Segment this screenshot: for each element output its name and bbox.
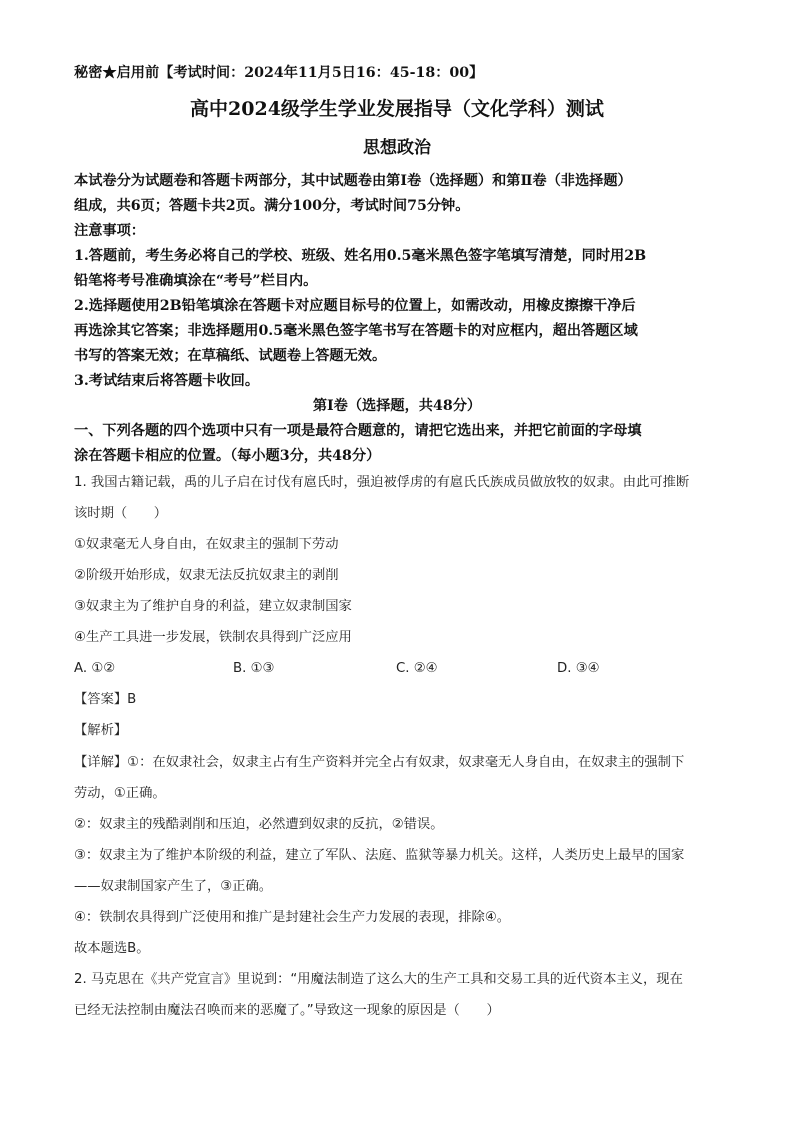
subject-title: 思想政治	[363, 138, 431, 158]
page-title: 高中2024级学生学业发展指导（文化学科）测试	[190, 98, 604, 120]
note-2b: 再选涂其它答案；非选择题用0.5毫米黑色签字笔书写在答题卡的对应框内，超出答题区域	[74, 323, 638, 339]
note-1a: 1.答题前，考生务必将自己的学校、班级、姓名用0.5毫米黑色签字笔填写清楚，同时用2B	[74, 248, 647, 264]
q1-option-c: C. ②④	[396, 661, 438, 676]
note-2a: 2.选择题使用2B铅笔填涂在答题卡对应题目标号的位置上，如需改动，用橡皮擦擦干净后	[74, 298, 636, 314]
q1-detail-3b: ——奴隶制国家产生了，③正确。	[74, 879, 273, 894]
q1-item-4: ④生产工具进一步发展，铁制农具得到广泛应用	[74, 630, 352, 645]
q1-item-1: ①奴隶毫无人身自由，在奴隶主的强制下劳动	[74, 537, 339, 552]
q1-detail-3a: ③：奴隶主为了维护本阶级的利益，建立了军队、法庭、监狱等暴力机关。这样，人类历史上最早的国家	[74, 848, 685, 863]
q1-stem-b: 该时期（ ）	[74, 506, 168, 521]
note-3: 3.考试结束后将答题卡收回。	[74, 373, 260, 389]
q1-detail-4: ④：铁制农具得到广泛使用和推广是封建社会生产力发展的表现，排除④。	[74, 910, 511, 925]
q1-item-2: ②阶级开始形成，奴隶无法反抗奴隶主的剥削	[74, 568, 339, 583]
q1-conclusion: 故本题选B。	[74, 941, 150, 956]
q1-detail-b: 劳动，①正确。	[74, 786, 166, 801]
q1-analysis-label: 【解析】	[74, 723, 128, 738]
q1-answer: 【答案】B	[74, 692, 137, 707]
q1-option-d: D. ③④	[557, 661, 600, 676]
notes-title: 注意事项：	[74, 223, 145, 239]
section-1-instruction-b: 涂在答题卡相应的位置。（每小题3分，共48分）	[74, 448, 381, 464]
confidential-line: 秘密★启用前【考试时间：2024年11月5日16：45-18：00】	[74, 65, 484, 81]
q2-stem-b: 已经无法控制由魔法召唤而来的恶魔了。”导致这一现象的原因是（ ）	[74, 1003, 500, 1018]
q1-option-a: A. ①②	[74, 661, 116, 676]
section-1-title: 第Ⅰ卷（选择题，共48分）	[312, 398, 482, 414]
q1-detail-a: 【详解】①：在奴隶社会，奴隶主占有生产资料并完全占有奴隶，奴隶毫无人身自由，在奴隶主的强制下	[74, 755, 685, 770]
note-1b: 铅笔将考号准确填涂在“考号”栏目内。	[74, 273, 318, 289]
q2-stem-a: 2. 马克思在《共产党宣言》里说到：“用魔法制造了这么大的生产工具和交易工具的近代资本主义，现在	[74, 972, 683, 987]
intro-line-2: 组成，共6页；答题卡共2页。满分100分，考试时间75分钟。	[74, 198, 470, 214]
q1-detail-2: ②：奴隶主的残酷剥削和压迫，必然遭到奴隶的反抗，②错误。	[74, 817, 444, 832]
section-1-instruction-a: 一、下列各题的四个选项中只有一项是最符合题意的，请把它选出来，并把它前面的字母填	[74, 423, 642, 439]
q1-item-3: ③奴隶主为了维护自身的利益，建立奴隶制国家	[74, 599, 352, 614]
q1-option-b: B. ①③	[233, 661, 275, 676]
note-2c: 书写的答案无效；在草稿纸、试题卷上答题无效。	[74, 348, 387, 364]
intro-line-1: 本试卷分为试题卷和答题卡两部分，其中试题卷由第Ⅰ卷（选择题）和第Ⅱ卷（非选择题）	[74, 173, 632, 189]
q1-stem-a: 1. 我国古籍记载，禹的儿子启在讨伐有扈氏时，强迫被俘虏的有扈氏氏族成员做放牧的奴隶。由此可推断	[74, 475, 690, 490]
